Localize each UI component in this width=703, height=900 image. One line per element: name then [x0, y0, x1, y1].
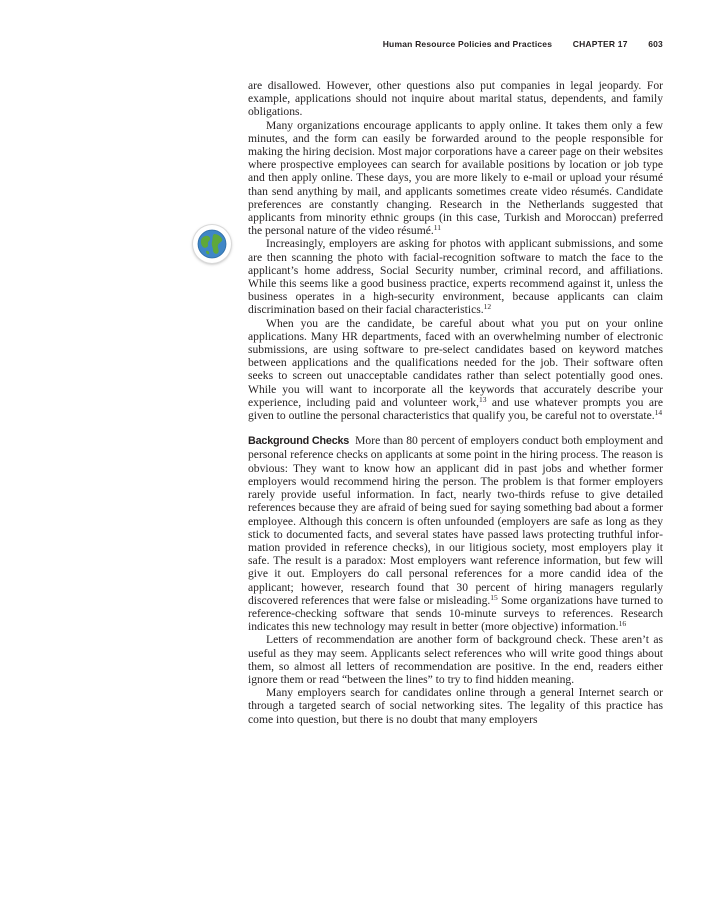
running-head-title: Human Resource Policies and Practices: [382, 39, 553, 49]
footnote-ref[interactable]: 14: [654, 408, 663, 418]
footnote-ref[interactable]: 15: [490, 592, 498, 602]
running-head: [383, 39, 663, 49]
paragraph: Letters of recommendation are another form of background check. These aren’t as useful as they may seem. Applicants select references who will write good things about them, so almost all letters of recommendation are positive. In the end, readers either ignore them or read “between the lines” to try to find hidden meaning.: [248, 633, 663, 686]
page-number: 603: [648, 39, 663, 49]
running-head-chapter: CHAPTER 17: [572, 39, 628, 49]
footnote-ref[interactable]: 11: [433, 223, 441, 233]
globe-icon[interactable]: [193, 225, 231, 263]
footnote-ref[interactable]: 13: [479, 394, 487, 404]
footnote-ref[interactable]: 16: [618, 619, 627, 629]
paragraph: Many employers search for candidates online through a general Internet search or through a targeted search of social networking sites. The legality of this practice has come into question, but there is no doubt that many employers: [248, 686, 663, 726]
paragraph: When you are the candidate, be careful about what you put on your online applications. Many HR departments, faced with an overwhelming number of electronic submissions, are using software to pre-select candidates based on keyword matches between applications and the qualifications needed for the job. Their software often seeks to screen out unacceptable candidates rather than select potentially good ones. While you will want to incorporate all the keywords that accurately describe your experience, including paid and volunteer work,$^{13}$ and use whatever prompts you are given to outline the personal characteristics that qualify you, be careful not to overstate.$^{14}$: [248, 316, 663, 423]
body-text: [248, 79, 663, 726]
footnote-ref[interactable]: 12: [483, 302, 492, 312]
paragraph: Many organizations encourage applicants to apply online. It takes them only a few minutes, and the form can easily be forwarded around to the people responsible for making the hiring decision. Most major corporations have a career page on their websites where prospective employees can search for available positions by location or job type and then apply online. These days, you are more likely to e-mail or upload your résumé than send anything by mail, and applicants sometimes create video résumés. Candidate preferences are constantly changing. Research in the Netherlands suggested that applicants from minority ethnic groups (in this case, Turkish and Moroccan) preferred the personal nature of the video résumé.$^{11}$: [248, 118, 663, 238]
section-heading-background-checks: Background Checks: [248, 435, 350, 448]
globe-icon-graphic: [197, 229, 227, 259]
paragraph: are disallowed. However, other questions also put companies in legal jeopardy. For example, applications should not inquire about marital status, dependents, and family obligations.: [248, 79, 663, 119]
paragraph: Background Checks More than 80 percent of employers conduct both employment and personal reference checks on applicants at some point in the hiring process. The reason is obvious: They want to know how an applicant did in past jobs and whether former employers would recommend hiring the person. The problem is that former employers rarely provide useful information. In fact, nearly two-thirds refuse to give detailed references because they are afraid of being sued for saying something bad about a former employee. Although this concern is often unfounded (employers are safe as long as they stick to documented facts, and several states have passed laws protecting truthful information provided in reference checks), in our litigious society, most employers play it safe. The result is a paradox: Most employers want reference information, but few will give it out. Employers do call personal references for a more candid idea of the applicant; however, research found that 30 percent of hiring managers regularly discovered references that were false or misleading.$^{15}$ Some organizations have turned to reference-checking software that sends 10-minute surveys to references. Research indicates this new technology may result in better (more objective) information.$^{16}$: [248, 434, 664, 634]
paragraph: Increasingly, employers are asking for photos with applicant submissions, and some are then scanning the photo with facial-recognition software to match the face to the applicant’s home address, Social Security number, criminal record, and affiliations. While this seems like a good business practice, experts recommend against it, unless the business operates in a high-security environment, because applicants can claim discrimination based on their facial characteristics.$^{12}$: [248, 237, 663, 317]
